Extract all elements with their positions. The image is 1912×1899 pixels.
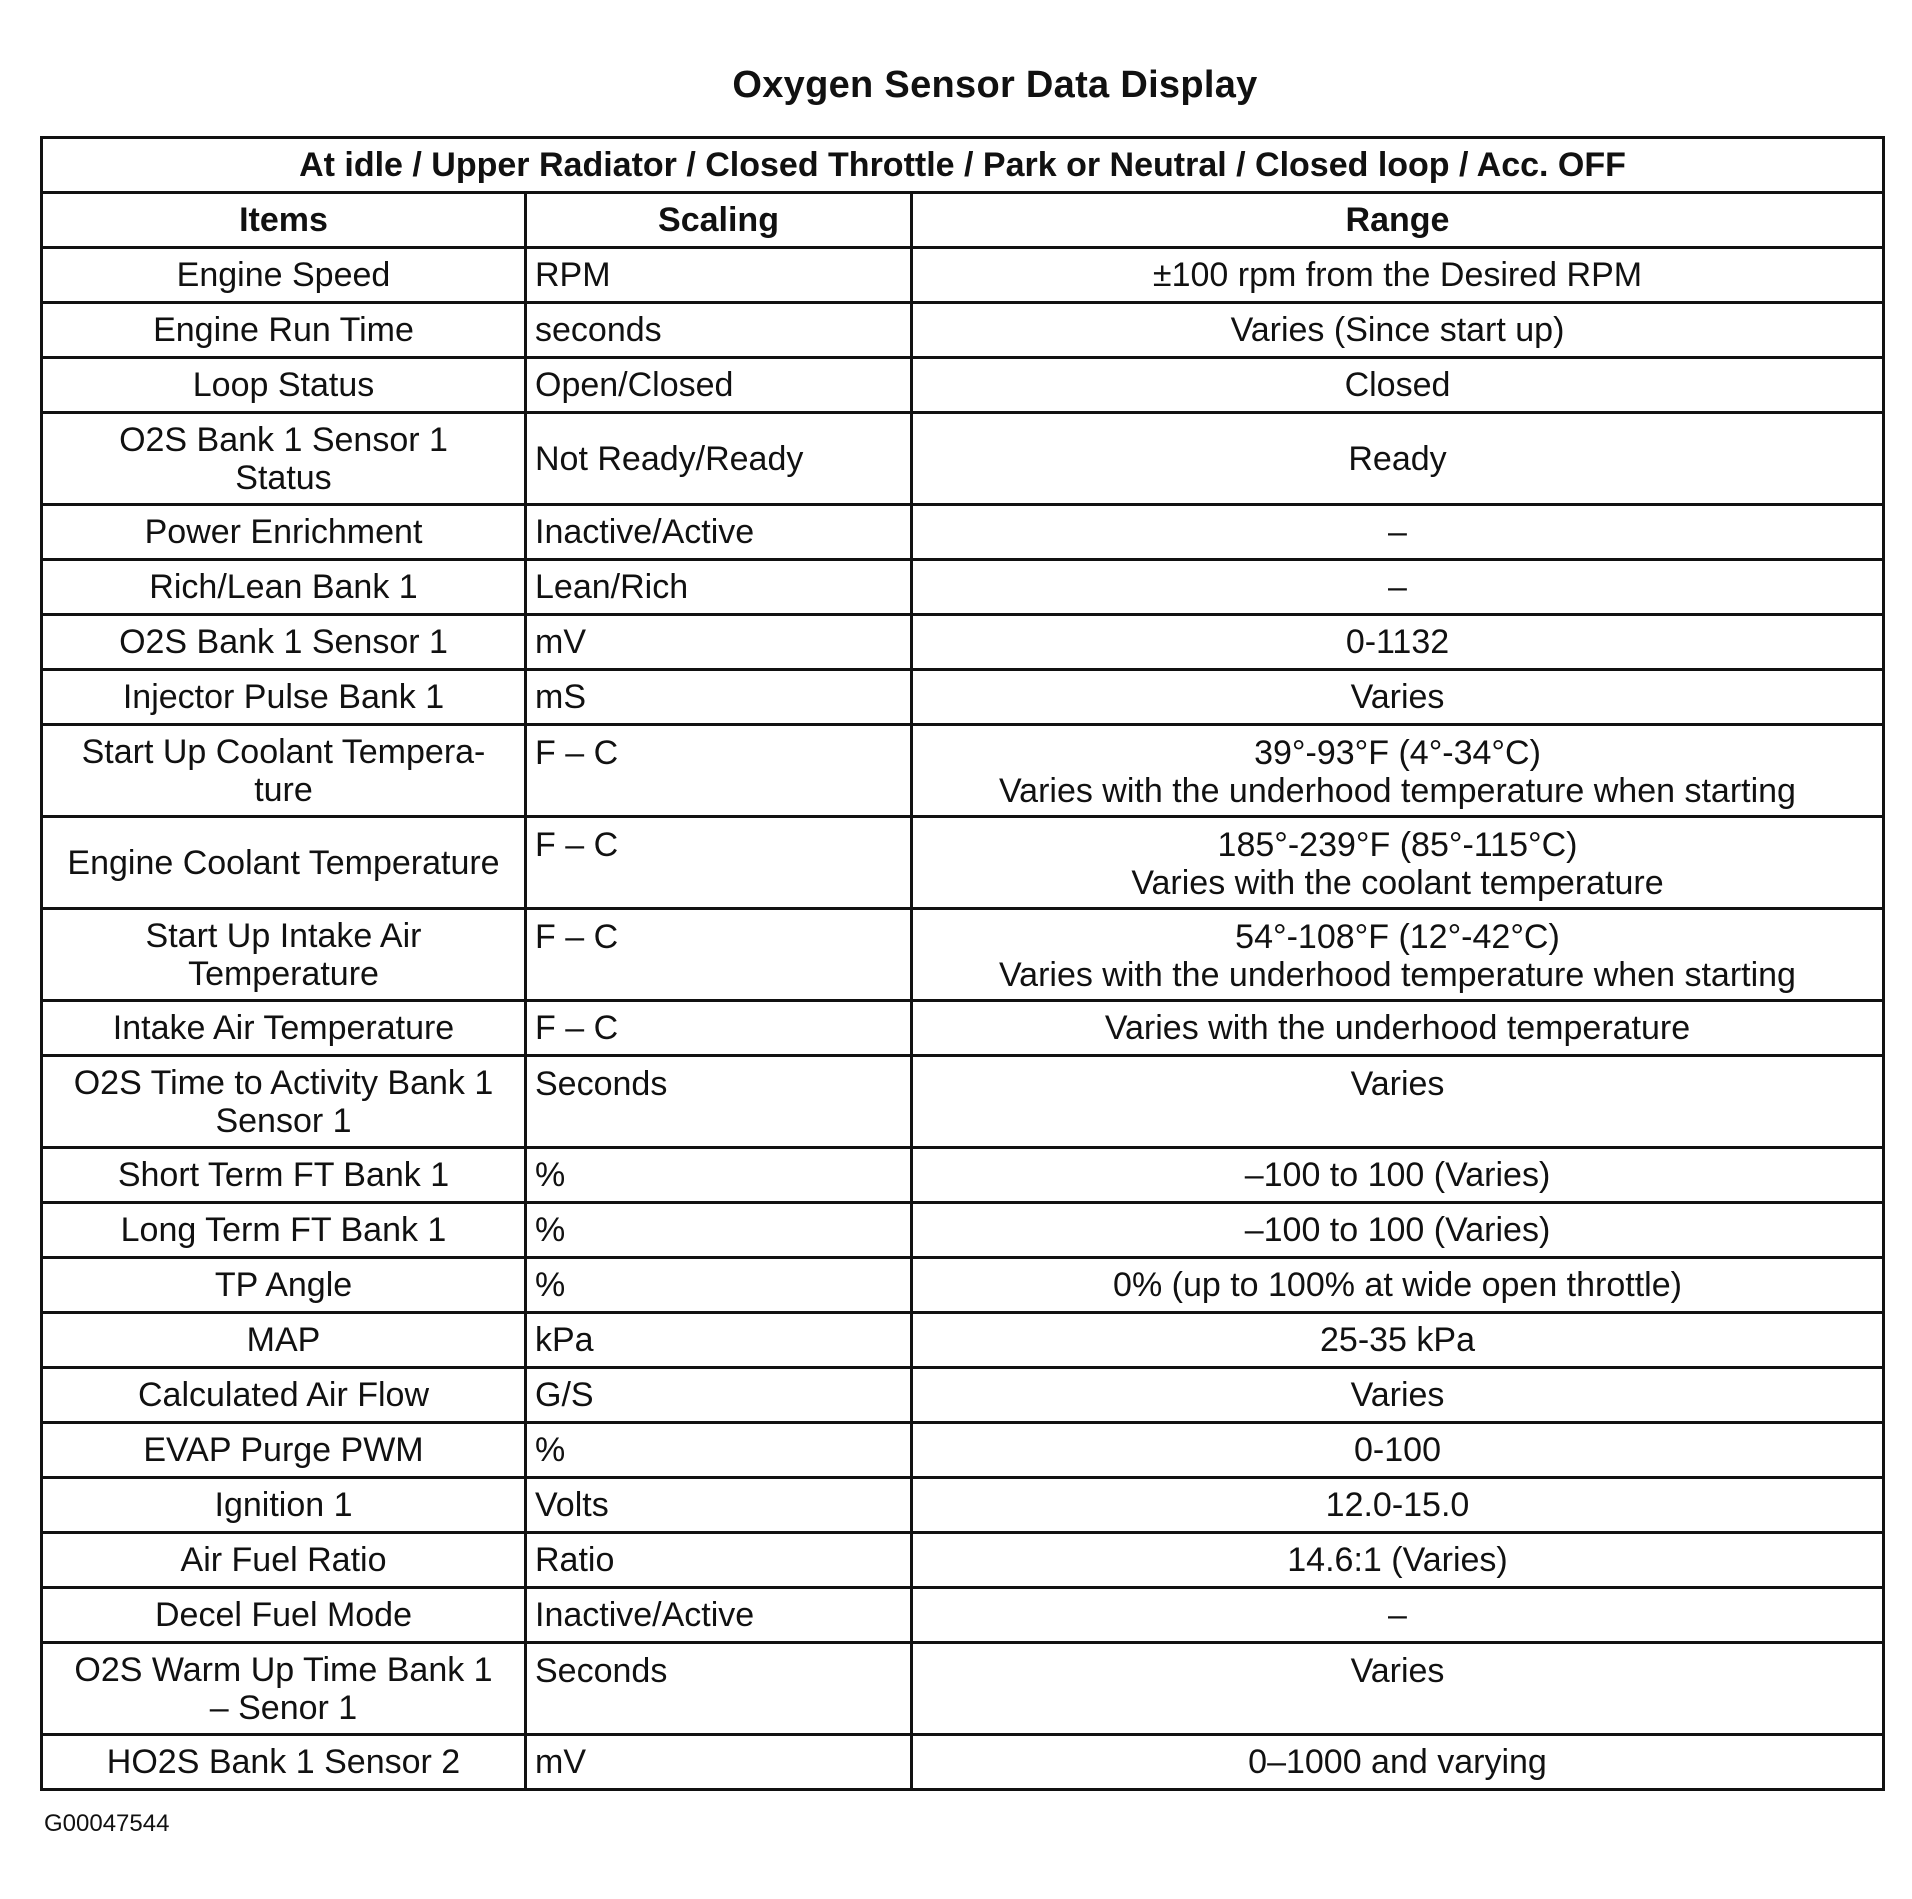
row-range [912,1313,1884,1368]
row-item [42,358,526,413]
row-scaling: % [526,1203,912,1258]
table-row [42,1588,1884,1643]
row-range [912,1056,1884,1148]
range-text-line: Varies with the underhood temperature when starting [999,956,1796,994]
table-row [42,1533,1884,1588]
row-item [42,670,526,725]
row-item [42,1203,526,1258]
item-text-line: O2S Bank 1 Sensor 1 [119,420,448,459]
table-row [42,303,1884,358]
range-text-line: 54°-108°F (12°-42°C) [1235,918,1560,956]
table-row [42,1478,1884,1533]
row-range [912,1203,1884,1258]
item-text-line: – Senor 1 [209,1688,358,1727]
item-text-line: Status [235,458,332,497]
range-text-line: – [1388,1596,1407,1634]
item-text-line: Start Up Intake Air [145,916,422,955]
table-row [42,1001,1884,1056]
row-scaling: % [526,1258,912,1313]
row-scaling: mV [526,615,912,670]
row-item [42,560,526,615]
item-text-line: O2S Time to Activity Bank 1 [73,1063,494,1102]
row-range [912,1478,1884,1533]
row-scaling: F – C [526,1001,912,1056]
item-text-line: TP Angle [214,1266,353,1304]
row-scaling: F – C [526,725,912,817]
row-range [912,909,1884,1001]
item-text-line: HO2S Bank 1 Sensor 2 [106,1743,461,1781]
row-range [912,1588,1884,1643]
row-range [912,358,1884,413]
row-item [42,615,526,670]
column-header-items: Items [42,193,526,248]
item-text-line: EVAP Purge PWM [143,1431,424,1469]
item-text-line: Air Fuel Ratio [180,1541,387,1579]
item-text-line: Start Up Coolant Tempera- [81,732,486,771]
row-scaling: Inactive/Active [526,505,912,560]
range-text-line: Varies [1350,678,1445,716]
range-text-line: Varies (Since start up) [1230,311,1565,349]
table-row [42,817,1884,909]
row-item [42,1643,526,1735]
range-text-line: Ready [1348,439,1447,478]
table-body [42,248,1884,1790]
row-scaling: F – C [526,817,912,909]
range-text-line: Varies [1350,1065,1445,1103]
table-row [42,560,1884,615]
row-item [42,1588,526,1643]
row-scaling: mV [526,1735,912,1790]
table-row [42,615,1884,670]
row-scaling: Lean/Rich [526,560,912,615]
range-text-line: Varies [1350,1376,1445,1414]
range-text-line: Varies with the underhood temperature when starting [999,772,1796,810]
row-scaling: % [526,1423,912,1478]
item-text-line: O2S Warm Up Time Bank 1 [74,1650,493,1689]
row-range [912,1001,1884,1056]
row-item [42,1148,526,1203]
row-range [912,560,1884,615]
row-scaling: Seconds [526,1056,912,1148]
row-scaling: % [526,1148,912,1203]
row-scaling: Not Ready/Ready [526,413,912,505]
row-item [42,248,526,303]
item-text-line: Intake Air Temperature [112,1009,455,1047]
range-text-line: 0–1000 and varying [1248,1743,1547,1781]
table-row [42,248,1884,303]
table-row [42,909,1884,1001]
row-range [912,1643,1884,1735]
table-row [42,1056,1884,1148]
table-row [42,1203,1884,1258]
row-range [912,413,1884,505]
row-range [912,1735,1884,1790]
row-item [42,1368,526,1423]
item-text-line: Decel Fuel Mode [154,1596,412,1634]
row-item [42,505,526,560]
row-scaling: Open/Closed [526,358,912,413]
item-text-line: Engine Run Time [153,311,414,349]
item-text-line: Power Enrichment [144,513,423,551]
row-item [42,1056,526,1148]
row-range [912,303,1884,358]
table-row [42,1423,1884,1478]
range-text-line: ±100 rpm from the Desired RPM [1152,256,1643,294]
range-text-line: 39°-93°F (4°-34°C) [1254,734,1541,772]
table-row [42,1148,1884,1203]
item-text-line: Temperature [188,954,379,993]
row-scaling: RPM [526,248,912,303]
row-range [912,1423,1884,1478]
row-scaling: Volts [526,1478,912,1533]
item-text-line: ture [254,770,313,809]
row-item [42,1001,526,1056]
range-text-line: 14.6:1 (Varies) [1287,1541,1508,1579]
row-scaling: Seconds [526,1643,912,1735]
range-text-line: – [1388,513,1407,551]
range-text-line: 185°-239°F (85°-115°C) [1217,826,1578,864]
item-text-line: Engine Coolant Temperature [67,843,500,882]
row-range [912,1533,1884,1588]
range-text-line: 0-100 [1354,1431,1441,1469]
item-text-line: O2S Bank 1 Sensor 1 [119,623,448,661]
item-text-line: Loop Status [192,366,375,404]
item-text-line: Engine Speed [176,256,391,294]
range-text-line: Varies with the coolant temperature [1131,864,1664,902]
range-text-line: – [1388,568,1407,606]
range-text-line: Varies with the underhood temperature [1104,1009,1691,1047]
row-item [42,303,526,358]
row-item [42,909,526,1001]
column-header-range: Range [912,193,1884,248]
row-range [912,1148,1884,1203]
row-range [912,1258,1884,1313]
range-text-line: 25-35 kPa [1320,1321,1475,1359]
item-text-line: Long Term FT Bank 1 [120,1211,447,1249]
item-text-line: Sensor 1 [215,1101,352,1140]
range-text-line: –100 to 100 (Varies) [1244,1211,1551,1249]
row-scaling: F – C [526,909,912,1001]
row-item [42,1258,526,1313]
range-text-line: –100 to 100 (Varies) [1244,1156,1551,1194]
range-text-line: Varies [1350,1652,1445,1690]
row-item [42,817,526,909]
item-text-line: Ignition 1 [214,1486,353,1524]
item-text-line: Rich/Lean Bank 1 [149,568,418,606]
sensor-data-table [40,136,1885,1791]
row-scaling: mS [526,670,912,725]
row-range [912,1368,1884,1423]
row-item [42,1735,526,1790]
table-row [42,670,1884,725]
row-item [42,725,526,817]
row-item [42,1423,526,1478]
item-text-line: Short Term FT Bank 1 [117,1156,450,1194]
page-title: Oxygen Sensor Data Display [732,64,1258,106]
table-row [42,1735,1884,1790]
row-range [912,670,1884,725]
table-row [42,358,1884,413]
range-text-line: 0% (up to 100% at wide open throttle) [1113,1266,1682,1304]
figure-id: G00047544 [44,1810,170,1837]
row-item [42,1478,526,1533]
item-text-line: Calculated Air Flow [137,1376,429,1414]
item-text-line: Injector Pulse Bank 1 [122,678,445,716]
row-scaling: G/S [526,1368,912,1423]
item-text-line: MAP [246,1321,321,1359]
row-range [912,817,1884,909]
row-scaling: Ratio [526,1533,912,1588]
range-text-line: 0-1132 [1345,623,1450,661]
table-row [42,413,1884,505]
row-range [912,505,1884,560]
table-row [42,1258,1884,1313]
row-range [912,615,1884,670]
row-item [42,413,526,505]
row-range [912,725,1884,817]
range-text-line: 12.0-15.0 [1325,1486,1470,1524]
table-row [42,725,1884,817]
test-conditions-header: At idle / Upper Radiator / Closed Throttle / Park or Neutral / Closed loop / Acc. OFF [42,138,1884,193]
table-row [42,1368,1884,1423]
row-scaling: seconds [526,303,912,358]
row-range [912,248,1884,303]
column-header-scaling: Scaling [526,193,912,248]
row-item [42,1533,526,1588]
row-item [42,1313,526,1368]
table-row [42,1313,1884,1368]
table-row [42,1643,1884,1735]
row-scaling: Inactive/Active [526,1588,912,1643]
table-row [42,505,1884,560]
row-scaling: kPa [526,1313,912,1368]
range-text-line: Closed [1344,366,1451,404]
